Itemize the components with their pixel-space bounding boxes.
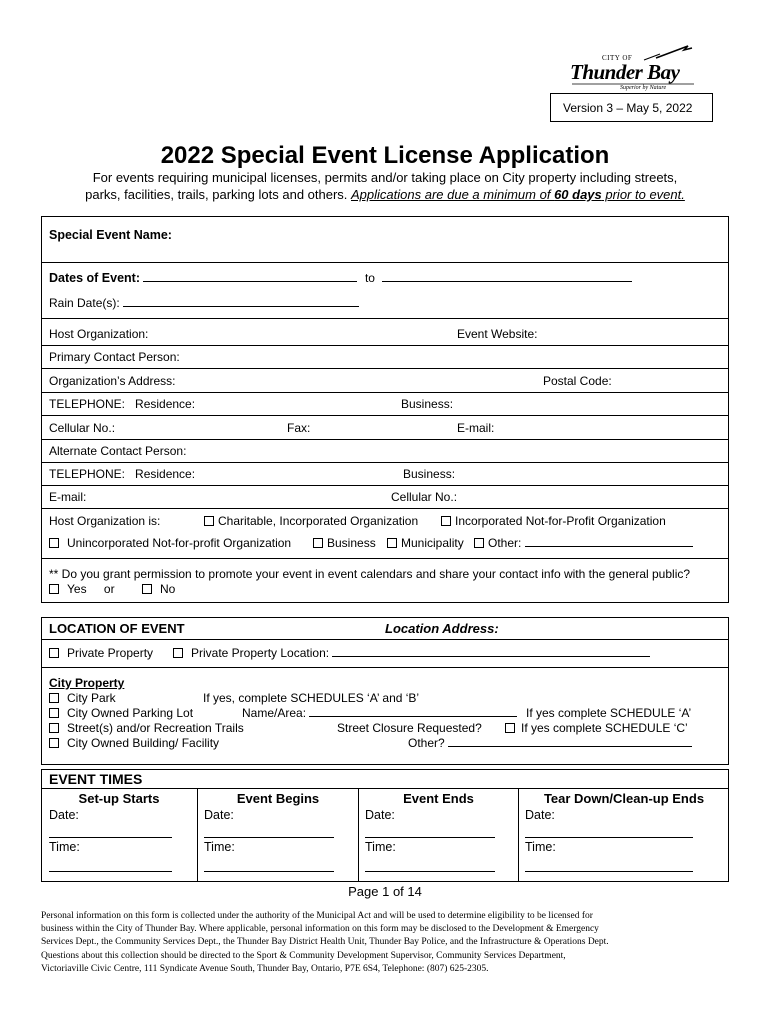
location-address-label: Location Address:	[385, 621, 499, 636]
event-begins-title: Event Begins	[236, 791, 320, 806]
checkbox[interactable]	[49, 723, 59, 733]
yes-checkbox[interactable]	[49, 584, 59, 594]
intro-deadline-d: prior to event.	[601, 187, 685, 202]
checkbox[interactable]	[49, 693, 59, 703]
fax-field[interactable]: Fax:	[287, 421, 311, 435]
divider	[41, 485, 728, 486]
option-label: Private Property	[67, 646, 154, 660]
version-box	[550, 93, 713, 122]
checkbox[interactable]	[49, 708, 59, 718]
divider	[41, 345, 728, 346]
teardown-ends-title: Tear Down/Clean-up Ends	[543, 791, 705, 806]
alternate-contact-field[interactable]: Alternate Contact Person:	[49, 444, 187, 458]
option-incorporated[interactable]	[441, 514, 666, 528]
ends-date-line	[365, 837, 495, 838]
telephone-residence-field[interactable]: TELEPHONE: Residence:	[49, 397, 196, 411]
rain-dates-row	[49, 296, 359, 310]
city-park-option[interactable]	[49, 691, 116, 705]
name-area-label: Name/Area:	[242, 706, 307, 720]
option-unincorporated[interactable]	[49, 536, 291, 550]
teardown-time-line	[525, 871, 693, 872]
email-field[interactable]: E-mail:	[457, 421, 495, 435]
option-business[interactable]	[313, 536, 376, 550]
privacy-line: business within the City of Thunder Bay. Where applicable, personal information on this form may be disclosed to the Development & Emergency	[41, 924, 599, 935]
dates-row	[49, 271, 632, 285]
alt-email-field[interactable]: E-mail:	[49, 490, 87, 504]
divider	[41, 462, 728, 463]
checkbox[interactable]	[204, 516, 214, 526]
schedules-ab-note: If yes, complete SCHEDULES ‘A’ and ‘B’	[203, 691, 420, 705]
dates-label: Dates of Event:	[49, 271, 140, 285]
checkbox[interactable]	[313, 538, 323, 548]
begins-time-field[interactable]: Time:	[204, 840, 235, 854]
option-label: City Park	[67, 691, 116, 705]
checkbox[interactable]	[49, 648, 59, 658]
city-property-heading: City Property	[49, 676, 125, 690]
no-checkbox[interactable]	[142, 584, 152, 594]
setup-time-line	[49, 871, 172, 872]
divider	[41, 558, 728, 559]
option-label: If yes complete SCHEDULE ‘C’	[521, 721, 688, 735]
setup-starts-title: Set-up Starts	[78, 791, 160, 806]
divider	[41, 318, 728, 319]
divider	[41, 439, 728, 440]
business-phone-field[interactable]: Business:	[401, 397, 454, 411]
divider	[41, 508, 728, 509]
checkbox[interactable]	[49, 738, 59, 748]
location-header: LOCATION OF EVENT	[49, 621, 185, 636]
city-logo	[568, 44, 698, 94]
page-number: Page 1 of 14	[348, 884, 422, 899]
page-title: 2022 Special Event License Application	[160, 142, 610, 169]
alt-telephone-residence-field[interactable]: TELEPHONE: Residence:	[49, 467, 196, 481]
schedule-a-note: If yes complete SCHEDULE ‘A’	[526, 706, 692, 720]
divider	[41, 415, 728, 416]
option-other[interactable]	[474, 536, 693, 550]
checkbox[interactable]	[387, 538, 397, 548]
version-text: Version 3 – May 5, 2022	[563, 101, 693, 115]
privacy-line: Services Dept., the Community Services Dept., the Thunder Bay District Health Unit, Thunder Bay Police, and the Infrastructure & Operations Dept.	[41, 937, 609, 948]
streets-option[interactable]	[49, 721, 244, 735]
privacy-notice	[41, 910, 729, 976]
option-label: Municipality	[401, 536, 464, 550]
option-label: City Owned Building/ Facility	[67, 736, 220, 750]
date-end-field[interactable]	[382, 271, 632, 282]
teardown-date-field[interactable]: Date:	[525, 808, 555, 822]
dates-to: to	[364, 271, 375, 285]
option-label: Private Property Location:	[191, 646, 330, 660]
option-label: Business	[327, 536, 376, 550]
event-name-field[interactable]: Special Event Name:	[49, 228, 172, 242]
option-label: Unincorporated Not-for-profit Organization	[67, 536, 292, 550]
intro-deadline-days: 60 days	[554, 187, 602, 202]
private-property-location-field[interactable]	[332, 648, 650, 657]
privacy-line: Victoriaville Civic Centre, 111 Syndicate Avenue South, Thunder Bay, Ontario, P7E 6S4, Telephone: (807) 625-2305.	[41, 963, 489, 974]
no-label: No	[159, 582, 176, 596]
intro-line-1: For events requiring municipal licenses, permits and/or taking place on City property including streets,	[92, 170, 678, 185]
checkbox[interactable]	[474, 538, 484, 548]
event-times-header: EVENT TIMES	[49, 771, 143, 787]
intro-line-2-a: parks, facilities, trails, parking lots and others.	[85, 187, 352, 202]
option-label: Charitable, Incorporated Organization	[218, 514, 419, 528]
checkbox[interactable]	[173, 648, 183, 658]
alt-cellular-field[interactable]: Cellular No.:	[391, 490, 458, 504]
or-label: or	[103, 582, 115, 596]
option-label: Incorporated Not-for-Profit Organization	[455, 514, 666, 528]
event-times-box	[41, 769, 729, 882]
intro-deadline-a: Applications are due a minimum of	[351, 187, 555, 202]
logo-tagline: Superior by Nature	[620, 85, 667, 91]
logo-city-of: CITY OF	[602, 54, 633, 62]
checkbox[interactable]	[441, 516, 451, 526]
intro-line-2	[0, 187, 770, 202]
org-address-field[interactable]: Organization’s Address:	[49, 374, 176, 388]
checkbox[interactable]	[49, 538, 59, 548]
rain-dates-label: Rain Date(s):	[49, 296, 120, 310]
name-area-field[interactable]	[309, 708, 517, 717]
divider	[41, 667, 728, 668]
privacy-line: Questions about this collection should be directed to the Sport & Community Development Supervisor, Community Services Department,	[41, 950, 566, 961]
location-other-field[interactable]	[448, 738, 692, 747]
teardown-time-field[interactable]: Time:	[525, 840, 556, 854]
alt-business-phone-field[interactable]: Business:	[403, 467, 456, 481]
street-closure-option[interactable]	[505, 721, 688, 735]
divider	[41, 262, 728, 263]
host-org-type-label: Host Organization is:	[49, 514, 161, 528]
name-area-row	[242, 706, 517, 720]
option-municipality[interactable]	[387, 536, 464, 550]
private-property-option[interactable]	[49, 646, 153, 660]
date-start-field[interactable]	[143, 271, 357, 282]
cellular-field[interactable]: Cellular No.:	[49, 421, 116, 435]
teardown-date-line	[525, 837, 693, 838]
ends-date-field[interactable]: Date:	[365, 808, 395, 822]
private-property-location-option[interactable]	[173, 646, 650, 660]
street-closure-label: Street Closure Requested?	[337, 721, 482, 735]
ends-time-line	[365, 871, 495, 872]
divider	[41, 368, 728, 369]
other-org-type-field[interactable]	[525, 538, 693, 547]
privacy-line: Personal information on this form is collected under the authority of the Municipal Act and will be used to determine eligibility to be licensed for	[41, 911, 593, 921]
setup-date-line	[49, 837, 172, 838]
location-other-row	[408, 736, 692, 750]
postal-code-field[interactable]: Postal Code:	[543, 374, 612, 388]
event-ends-title: Event Ends	[403, 791, 474, 806]
option-label: Street(s) and/or Recreation Trails	[67, 721, 244, 735]
divider	[41, 392, 728, 393]
option-label: Other:	[488, 536, 522, 550]
divider	[41, 639, 728, 640]
primary-contact-field[interactable]: Primary Contact Person:	[49, 350, 180, 364]
option-label: City Owned Parking Lot	[67, 706, 194, 720]
parking-lot-option[interactable]	[49, 706, 193, 720]
rain-dates-field[interactable]	[123, 298, 359, 307]
option-charitable[interactable]	[204, 514, 418, 528]
logo-name: Thunder Bay	[570, 60, 680, 84]
begins-time-line	[204, 871, 334, 872]
permission-answers	[49, 582, 175, 596]
begins-date-field[interactable]: Date:	[204, 808, 234, 822]
location-other-label: Other?	[408, 736, 445, 750]
permission-question: ** Do you grant permission to promote your event in event calendars and share your contact info with the general public?	[49, 567, 691, 581]
event-website-field[interactable]: Event Website:	[457, 327, 538, 341]
setup-time-field[interactable]: Time:	[49, 840, 80, 854]
yes-label: Yes	[67, 582, 87, 596]
building-option[interactable]	[49, 736, 219, 750]
checkbox[interactable]	[505, 723, 515, 733]
ends-time-field[interactable]: Time:	[365, 840, 396, 854]
divider	[41, 788, 728, 789]
host-org-field[interactable]: Host Organization:	[49, 327, 149, 341]
begins-date-line	[204, 837, 334, 838]
setup-date-field[interactable]: Date:	[49, 808, 79, 822]
